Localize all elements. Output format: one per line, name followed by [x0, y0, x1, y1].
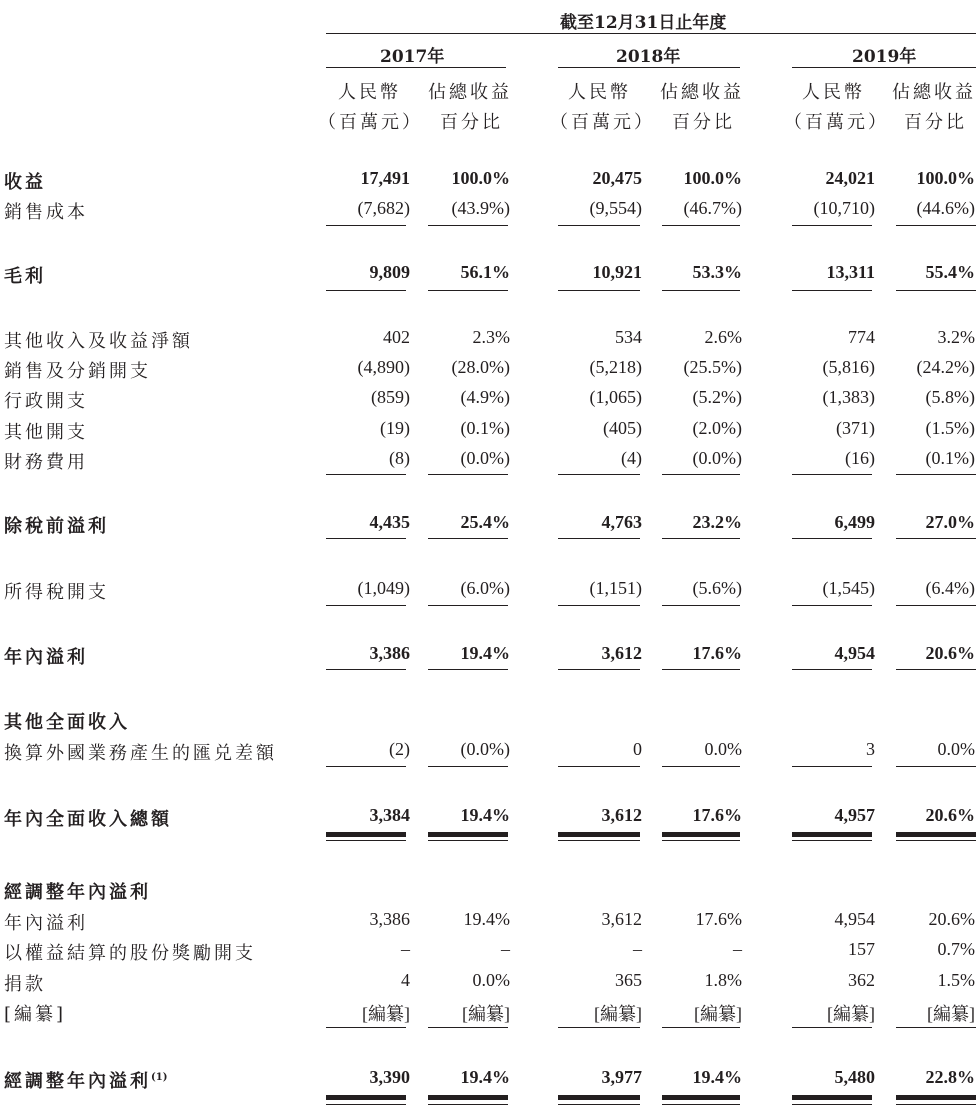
table-cell: (9,554): [589, 198, 642, 218]
table-cell: (8): [389, 448, 410, 468]
table-cell: 20.6%: [925, 805, 975, 825]
col-pct-2019-line1: 佔總收益: [892, 82, 976, 103]
table-cell: [編纂]: [362, 1004, 410, 1024]
col-rmb-2017-line1: 人民幣: [338, 82, 401, 103]
row-label: 收益: [4, 172, 46, 193]
table-cell: 10,921: [592, 262, 642, 282]
col-pct-2018-line2: 百分比: [672, 112, 735, 133]
total-rule-thin: [792, 1104, 872, 1105]
table-cell: [編纂]: [462, 1004, 510, 1024]
total-rule-thin: [662, 840, 740, 841]
subtotal-rule: [792, 766, 872, 767]
subtotal-rule: [662, 605, 740, 606]
table-cell: 17,491: [360, 168, 410, 188]
table-cell: 4,435: [369, 512, 410, 532]
table-cell: (2.0%): [692, 418, 742, 438]
total-rule-thick: [896, 1095, 976, 1100]
total-rule-thin: [428, 1104, 508, 1105]
subtotal-rule: [428, 474, 508, 475]
table-cell: 17.6%: [695, 909, 742, 929]
row-label: 財務費用: [4, 452, 88, 473]
row-label: 經調整年內溢利: [4, 882, 151, 903]
table-cell: (1,151): [589, 578, 642, 598]
total-rule-thin: [428, 840, 508, 841]
year-2018-heading: 2018年: [616, 47, 681, 67]
col-rmb-2017-line2: （百萬元）: [318, 112, 423, 133]
table-cell: 3.2%: [937, 327, 975, 347]
subtotal-rule: [326, 538, 406, 539]
table-cell: (6.4%): [925, 578, 975, 598]
table-cell: [編纂]: [694, 1004, 742, 1024]
footnote-marker: (1): [151, 1072, 168, 1083]
table-cell: 100.0%: [683, 168, 742, 188]
subtotal-rule: [558, 605, 640, 606]
row-label: 經調整年內溢利$^{(1)}$: [4, 1071, 168, 1092]
table-cell: 19.4%: [463, 909, 510, 929]
row-label: 銷售及分銷開支: [4, 361, 151, 382]
total-rule-thick: [896, 832, 976, 837]
table-cell: (0.0%): [460, 448, 510, 468]
table-cell: (19): [380, 418, 410, 438]
subtotal-rule: [326, 1027, 406, 1028]
total-rule-thick: [792, 832, 872, 837]
subtotal-rule: [792, 605, 872, 606]
table-cell: (5,816): [822, 357, 875, 377]
table-cell: 5,480: [834, 1067, 875, 1087]
subtotal-rule: [792, 1027, 872, 1028]
subtotal-rule: [896, 474, 976, 475]
total-rule-thick: [558, 1095, 640, 1100]
table-cell: 3,386: [369, 643, 410, 663]
row-label: 以權益結算的股份獎勵開支: [4, 943, 256, 964]
subtotal-rule: [428, 538, 508, 539]
table-cell: 534: [615, 327, 642, 347]
table-cell: 22.8%: [925, 1067, 975, 1087]
subtotal-rule: [896, 1027, 976, 1028]
subtotal-rule: [896, 766, 976, 767]
subtotal-rule: [326, 290, 406, 291]
total-rule-thin: [792, 840, 872, 841]
table-cell: (371): [836, 418, 875, 438]
row-label: 捐款: [4, 974, 46, 995]
table-cell: 100.0%: [451, 168, 510, 188]
table-cell: 25.4%: [460, 512, 510, 532]
table-cell: 3,390: [369, 1067, 410, 1087]
total-rule-thin: [558, 1104, 640, 1105]
year-2019-rule: [792, 67, 976, 68]
subtotal-rule: [662, 669, 740, 670]
total-rule-thick: [662, 1095, 740, 1100]
col-rmb-2019-line1: 人民幣: [802, 82, 865, 103]
table-cell: (10,710): [813, 198, 875, 218]
table-cell: 55.4%: [925, 262, 975, 282]
subtotal-rule: [558, 1027, 640, 1028]
subtotal-rule: [558, 474, 640, 475]
year-2017-rule: [326, 67, 506, 68]
table-cell: (0.0%): [460, 739, 510, 759]
table-cell: 20.6%: [928, 909, 975, 929]
total-rule-thin: [558, 840, 640, 841]
subtotal-rule: [558, 225, 640, 226]
table-cell: –: [733, 939, 742, 959]
subtotal-rule: [896, 290, 976, 291]
subtotal-rule: [896, 669, 976, 670]
subtotal-rule: [662, 766, 740, 767]
table-cell: 774: [848, 327, 875, 347]
table-cell: 362: [848, 970, 875, 990]
table-cell: (5.2%): [692, 387, 742, 407]
total-rule-thick: [326, 1095, 406, 1100]
subtotal-rule: [326, 225, 406, 226]
total-rule-thick: [792, 1095, 872, 1100]
table-cell: 3,977: [601, 1067, 642, 1087]
table-cell: (5,218): [589, 357, 642, 377]
subtotal-rule: [792, 538, 872, 539]
col-rmb-2019-line2: （百萬元）: [784, 112, 889, 133]
row-label: 除稅前溢利: [4, 516, 109, 537]
table-cell: (7,682): [357, 198, 410, 218]
col-pct-2017-line2: 百分比: [440, 112, 503, 133]
subtotal-rule: [896, 225, 976, 226]
subtotal-rule: [792, 474, 872, 475]
table-cell: 27.0%: [925, 512, 975, 532]
row-label: 其他收入及收益淨額: [4, 331, 193, 352]
total-rule-thick: [326, 832, 406, 837]
row-label: 換算外國業務產生的匯兑差額: [4, 743, 277, 764]
table-cell: 3,612: [601, 643, 642, 663]
table-cell: (1,065): [589, 387, 642, 407]
table-cell: (24.2%): [916, 357, 975, 377]
table-cell: (2): [389, 739, 410, 759]
table-cell: (16): [845, 448, 875, 468]
row-label: 年內溢利: [4, 647, 88, 668]
table-cell: 3,612: [601, 805, 642, 825]
table-cell: (5.6%): [692, 578, 742, 598]
row-label: 年內溢利: [4, 913, 88, 934]
table-cell: 0.0%: [704, 739, 742, 759]
table-cell: 23.2%: [692, 512, 742, 532]
subtotal-rule: [428, 669, 508, 670]
table-cell: (405): [603, 418, 642, 438]
period-heading: 截至12月31日止年度: [560, 13, 727, 33]
row-label: 其他開支: [4, 422, 88, 443]
subtotal-rule: [326, 669, 406, 670]
total-rule-thin: [326, 1104, 406, 1105]
table-cell: (44.6%): [916, 198, 975, 218]
subtotal-rule: [558, 669, 640, 670]
subtotal-rule: [662, 225, 740, 226]
subtotal-rule: [428, 1027, 508, 1028]
table-cell: 4,954: [834, 909, 875, 929]
table-cell: 19.4%: [460, 1067, 510, 1087]
table-cell: 24,021: [825, 168, 875, 188]
subtotal-rule: [428, 605, 508, 606]
table-cell: 19.4%: [460, 805, 510, 825]
table-cell: 2.6%: [704, 327, 742, 347]
col-pct-2017-line1: 佔總收益: [428, 82, 512, 103]
table-cell: 20.6%: [925, 643, 975, 663]
total-rule-thick: [428, 1095, 508, 1100]
subtotal-rule: [326, 605, 406, 606]
table-cell: 19.4%: [460, 643, 510, 663]
table-cell: (0.0%): [692, 448, 742, 468]
table-cell: 2.3%: [472, 327, 510, 347]
table-cell: 4: [401, 970, 410, 990]
period-rule: [326, 33, 976, 34]
table-cell: 20,475: [592, 168, 642, 188]
row-label: 銷售成本: [4, 202, 88, 223]
subtotal-rule: [558, 766, 640, 767]
table-cell: (4.9%): [460, 387, 510, 407]
table-cell: 56.1%: [460, 262, 510, 282]
table-cell: (43.9%): [451, 198, 510, 218]
row-label: 行政開支: [4, 391, 88, 412]
subtotal-rule: [792, 669, 872, 670]
subtotal-rule: [662, 290, 740, 291]
subtotal-rule: [792, 225, 872, 226]
table-cell: 13,311: [826, 262, 875, 282]
table-cell: 0.0%: [472, 970, 510, 990]
subtotal-rule: [896, 605, 976, 606]
subtotal-rule: [662, 474, 740, 475]
table-cell: 17.6%: [692, 643, 742, 663]
table-cell: 4,763: [601, 512, 642, 532]
subtotal-rule: [662, 1027, 740, 1028]
table-cell: (0.1%): [925, 448, 975, 468]
total-rule-thick: [428, 832, 508, 837]
table-cell: 9,809: [369, 262, 410, 282]
row-label: [編纂]: [4, 1004, 67, 1025]
table-cell: (4,890): [357, 357, 410, 377]
table-cell: 365: [615, 970, 642, 990]
table-cell: 0.7%: [937, 939, 975, 959]
table-cell: 3,384: [369, 805, 410, 825]
table-cell: (4): [621, 448, 642, 468]
row-label: 毛利: [4, 266, 46, 287]
subtotal-rule: [558, 290, 640, 291]
total-rule-thin: [326, 840, 406, 841]
table-cell: 0.0%: [937, 739, 975, 759]
table-cell: (1,049): [357, 578, 410, 598]
row-label: 其他全面收入: [4, 712, 130, 733]
table-cell: 4,957: [834, 805, 875, 825]
table-cell: (1.5%): [925, 418, 975, 438]
table-cell: [編纂]: [594, 1004, 642, 1024]
total-rule-thick: [558, 832, 640, 837]
total-rule-thin: [896, 1104, 976, 1105]
table-cell: 0: [633, 739, 642, 759]
table-cell: 157: [848, 939, 875, 959]
col-rmb-2018-line2: （百萬元）: [550, 112, 655, 133]
table-cell: 402: [383, 327, 410, 347]
table-cell: (28.0%): [451, 357, 510, 377]
subtotal-rule: [558, 538, 640, 539]
total-rule-thick: [662, 832, 740, 837]
table-cell: [編纂]: [927, 1004, 975, 1024]
subtotal-rule: [792, 290, 872, 291]
table-cell: 3: [866, 739, 875, 759]
year-2017-heading: 2017年: [380, 47, 445, 67]
table-cell: (46.7%): [683, 198, 742, 218]
table-cell: 17.6%: [692, 805, 742, 825]
col-rmb-2018-line1: 人民幣: [568, 82, 631, 103]
row-label: 年內全面收入總額: [4, 809, 172, 830]
table-cell: (6.0%): [460, 578, 510, 598]
year-2018-rule: [558, 67, 740, 68]
table-cell: (5.8%): [925, 387, 975, 407]
subtotal-rule: [428, 290, 508, 291]
table-cell: 6,499: [834, 512, 875, 532]
subtotal-rule: [428, 225, 508, 226]
table-cell: 3,612: [601, 909, 642, 929]
total-rule-thin: [662, 1104, 740, 1105]
table-cell: (1,383): [822, 387, 875, 407]
table-cell: –: [501, 939, 510, 959]
subtotal-rule: [326, 766, 406, 767]
table-cell: 100.0%: [916, 168, 975, 188]
col-pct-2019-line2: 百分比: [904, 112, 967, 133]
subtotal-rule: [896, 538, 976, 539]
table-cell: 3,386: [369, 909, 410, 929]
table-cell: –: [401, 939, 410, 959]
subtotal-rule: [326, 474, 406, 475]
table-cell: (1,545): [822, 578, 875, 598]
table-cell: 19.4%: [692, 1067, 742, 1087]
total-rule-thin: [896, 840, 976, 841]
table-cell: (25.5%): [683, 357, 742, 377]
table-cell: 1.5%: [937, 970, 975, 990]
table-cell: 53.3%: [692, 262, 742, 282]
table-cell: 4,954: [834, 643, 875, 663]
subtotal-rule: [428, 766, 508, 767]
row-label: 所得稅開支: [4, 582, 109, 603]
table-cell: [編纂]: [827, 1004, 875, 1024]
col-pct-2018-line1: 佔總收益: [660, 82, 744, 103]
table-cell: (0.1%): [460, 418, 510, 438]
table-cell: 1.8%: [704, 970, 742, 990]
year-2019-heading: 2019年: [852, 47, 917, 67]
table-cell: –: [633, 939, 642, 959]
table-cell: (859): [371, 387, 410, 407]
subtotal-rule: [662, 538, 740, 539]
